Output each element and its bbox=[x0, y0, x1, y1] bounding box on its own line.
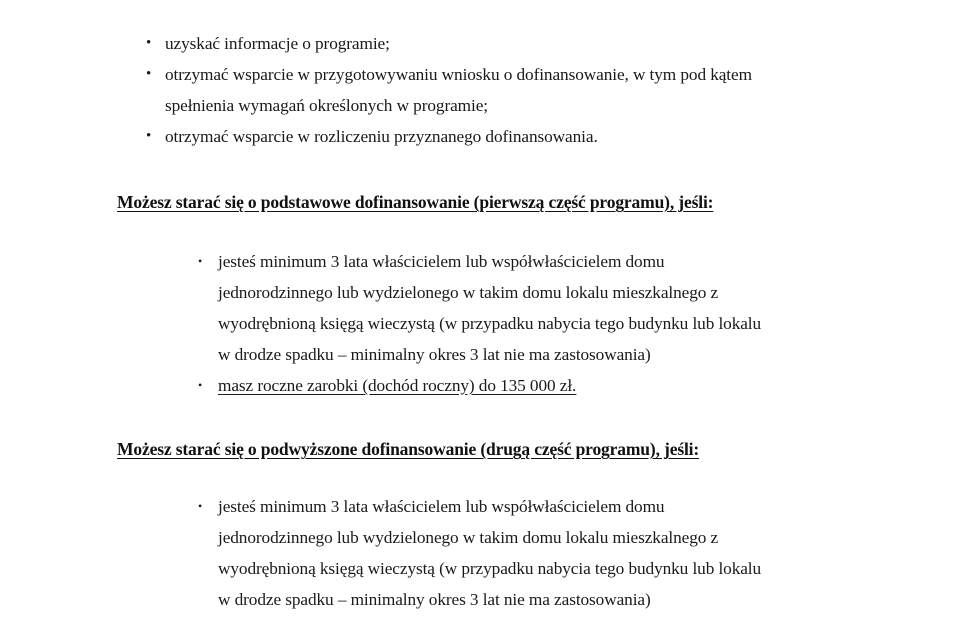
list-item-text bbox=[165, 28, 936, 59]
list-item-text bbox=[165, 59, 936, 121]
list-item-line: jednorodzinnego lub wydzielonego w takim domu lokalu mieszkalnego z bbox=[218, 283, 719, 302]
support-services-list bbox=[146, 28, 936, 152]
bullet-icon: • bbox=[146, 128, 152, 144]
list-item-line: spełnienia wymagań określonych w programie; bbox=[165, 96, 488, 115]
list-item-line: otrzymać wsparcie w rozliczeniu przyznanego dofinansowania. bbox=[165, 127, 598, 146]
list-item-text bbox=[218, 246, 938, 370]
bullet-icon: • bbox=[198, 254, 203, 268]
list-item-line: wyodrębnioną księgą wieczystą (w przypadku nabycia tego budynku lub lokalu bbox=[218, 559, 762, 578]
list-item-line: otrzymać wsparcie w przygotowywaniu wniosku o dofinansowanie, w tym pod kątem bbox=[165, 65, 752, 84]
list-item bbox=[198, 370, 938, 401]
list-item-text bbox=[218, 491, 938, 615]
basic-funding-criteria-list bbox=[198, 246, 938, 401]
list-item-text bbox=[165, 121, 936, 152]
list-item bbox=[146, 59, 936, 121]
list-item-line: masz roczne zarobki (dochód roczny) do 135 000 zł. bbox=[218, 376, 577, 395]
list-item-text bbox=[218, 370, 938, 401]
list-item-line: wyodrębnioną księgą wieczystą (w przypadku nabycia tego budynku lub lokalu bbox=[218, 314, 762, 333]
list-item-line: w drodze spadku – minimalny okres 3 lat nie ma zastosowania) bbox=[218, 345, 651, 364]
list-item-line: jednorodzinnego lub wydzielonego w takim domu lokalu mieszkalnego z bbox=[218, 528, 719, 547]
clipped-heading-container bbox=[0, 0, 966, 4]
list-item bbox=[198, 246, 938, 370]
bullet-icon: • bbox=[198, 499, 203, 513]
heading-enhanced-funding: Możesz starać się o podwyższone dofinansowanie (drugą część programu), jeśli: bbox=[117, 439, 700, 459]
list-item-line: jesteś minimum 3 lata właścicielem lub współwłaścicielem domu bbox=[218, 252, 665, 271]
bullet-icon: • bbox=[146, 35, 152, 51]
list-item bbox=[146, 28, 936, 59]
list-item-line: uzyskać informacje o programie; bbox=[165, 34, 390, 53]
list-item-line: jesteś minimum 3 lata właścicielem lub współwłaścicielem domu bbox=[218, 497, 665, 516]
bullet-icon: • bbox=[198, 378, 203, 392]
list-item-line: w drodze spadku – minimalny okres 3 lat nie ma zastosowania) bbox=[218, 590, 651, 609]
heading-basic-funding: Możesz starać się o podstawowe dofinansowanie (pierwszą część programu), jeśli: bbox=[117, 192, 714, 212]
enhanced-funding-criteria-list bbox=[198, 491, 938, 615]
list-item bbox=[146, 121, 936, 152]
list-item bbox=[198, 491, 938, 615]
bullet-icon: • bbox=[146, 66, 152, 82]
